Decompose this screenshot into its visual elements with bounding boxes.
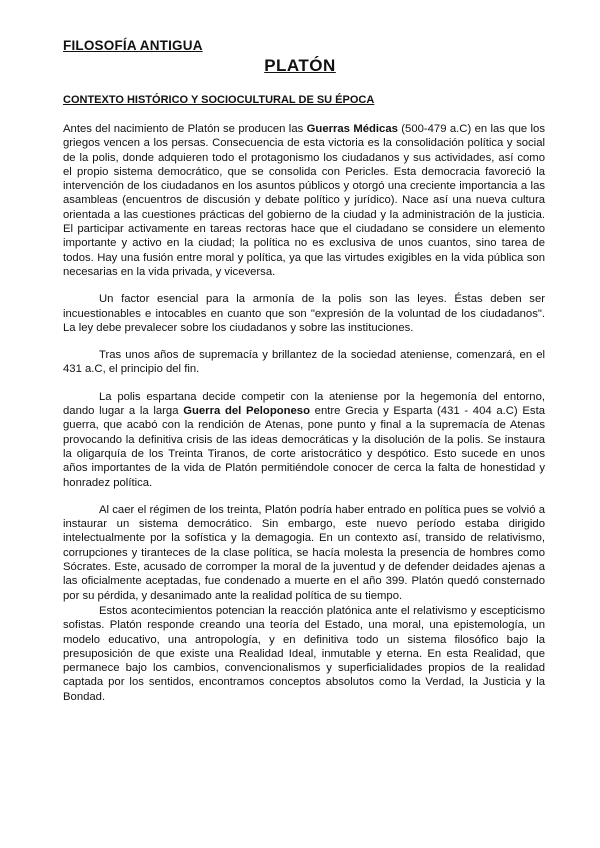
term-guerra-del-peloponeso: Guerra del Peloponeso <box>183 405 310 418</box>
section-heading: CONTEXTO HISTÓRICO Y SOCIOCULTURAL DE SU ÉPOCA <box>63 94 375 106</box>
paragraph-1 <box>63 122 545 279</box>
paragraph-2: Un factor esencial para la armonía de la polis son las leyes. Éstas deben ser incuestionables e intocables en cuanto que son "expresión de la voluntad de los ciudadanos". La ley debe prevalecer sobre los ciudadanos y sobre las instituciones. <box>63 293 545 334</box>
paragraph-5: Al caer el régimen de los treinta, Platón podría haber entrado en política pues se volvió a instaurar un sistema democrático. Sin embargo, este nuevo período estaba dirigido intelectualmente por la sofística y la demagogia. En un contexto así, transido de relativismo, corrupciones y tiranteces de la clase política, se hacía molesta la presencia de hombres como Sócrates. Este, acusado de corromper la moral de la juventud y de defender deidades ajenas a las oficialmente aceptadas, fue condenado a muerte en el año 399. Platón quedó consternado por su pérdida, y desanimado ante la realidad política de su tiempo. <box>63 503 545 602</box>
paragraph-4-text-c: entre Grecia y Esparta (431 - 404 a.C) Esta guerra, que acabó con la rendición de Atenas, pone punto y final a la supremacía de Atenas provocando la definitiva crisis de las ideas democráticas y la disolución de la polis. Se instaura la oligarquía de los Treinta Tiranos, de corte aristocrático y despótico. Esto sucede en unos años importantes de la vida de Platón permitiéndole conocer de cerca la falta de honestidad y honradez política. <box>63 405 545 489</box>
paragraph-4 <box>63 390 545 490</box>
paragraph-6: Estos acontecimientos potencian la reacción platónica ante el relativismo y escepticismo sofistas. Platón responde creando una teoría del Estado, una moral, una epistemología, un modelo educativo, una antropología, y en definitiva todo un sistema filosófico bajo la presuposición de que existe una Realidad Ideal, inmutable y eterna. En esta Realidad, que permanece bajo los cambios, convencionalismos y superficialidades propios de la realidad captada por los sentidos, encontramos conceptos absolutos como la Verdad, la Justicia y la Bondad. <box>63 604 545 703</box>
document-body <box>63 122 545 717</box>
paragraph-1-text-a: Antes del nacimiento de Platón se producen las <box>63 123 307 135</box>
paragraph-3: Tras unos años de supremacía y brillantez de la sociedad ateniense, comenzará, en el 431 a.C, el principio del fin. <box>63 349 545 376</box>
course-heading: FILOSOFÍA ANTIGUA <box>63 38 203 53</box>
paragraph-1-text-c: (500-479 a.C) en las que los griegos vencen a los persas. Consecuencia de esta victoria es la consolidación política y social de la polis, donde adquieren todo el protagonismo los ciudadanos y sus actividades, así como el propio sistema democrático, que se consolida con Pericles. Esta democracia favoreció la intervención de los ciudadanos en los asuntos públicos y otorgó una creciente importancia a las asambleas (encuentros de discusión y debate político y jurídico). Nace así una nueva cultura orientada a las cuestiones prácticas del gobierno de la ciudad y la administración de la justicia. El participar activamente en tareas rectoras hace que el ciudadano se considere un elemento importante y activo en la ciudad; la política no es exclusiva de unos cuantos, sino tarea de todos. Hay una fusión entre moral y política, ya que las virtudes exigibles en la vida pública son necesarias en la vida privada, y viceversa. <box>63 123 545 278</box>
page-title: PLATÓN <box>264 56 336 75</box>
paragraph-4-text-a: La polis espartana decide competir con la ateniense por la hegemonía del entorno, dando lugar a la larga <box>63 390 545 418</box>
term-guerras-medicas: Guerras Médicas <box>306 123 398 135</box>
